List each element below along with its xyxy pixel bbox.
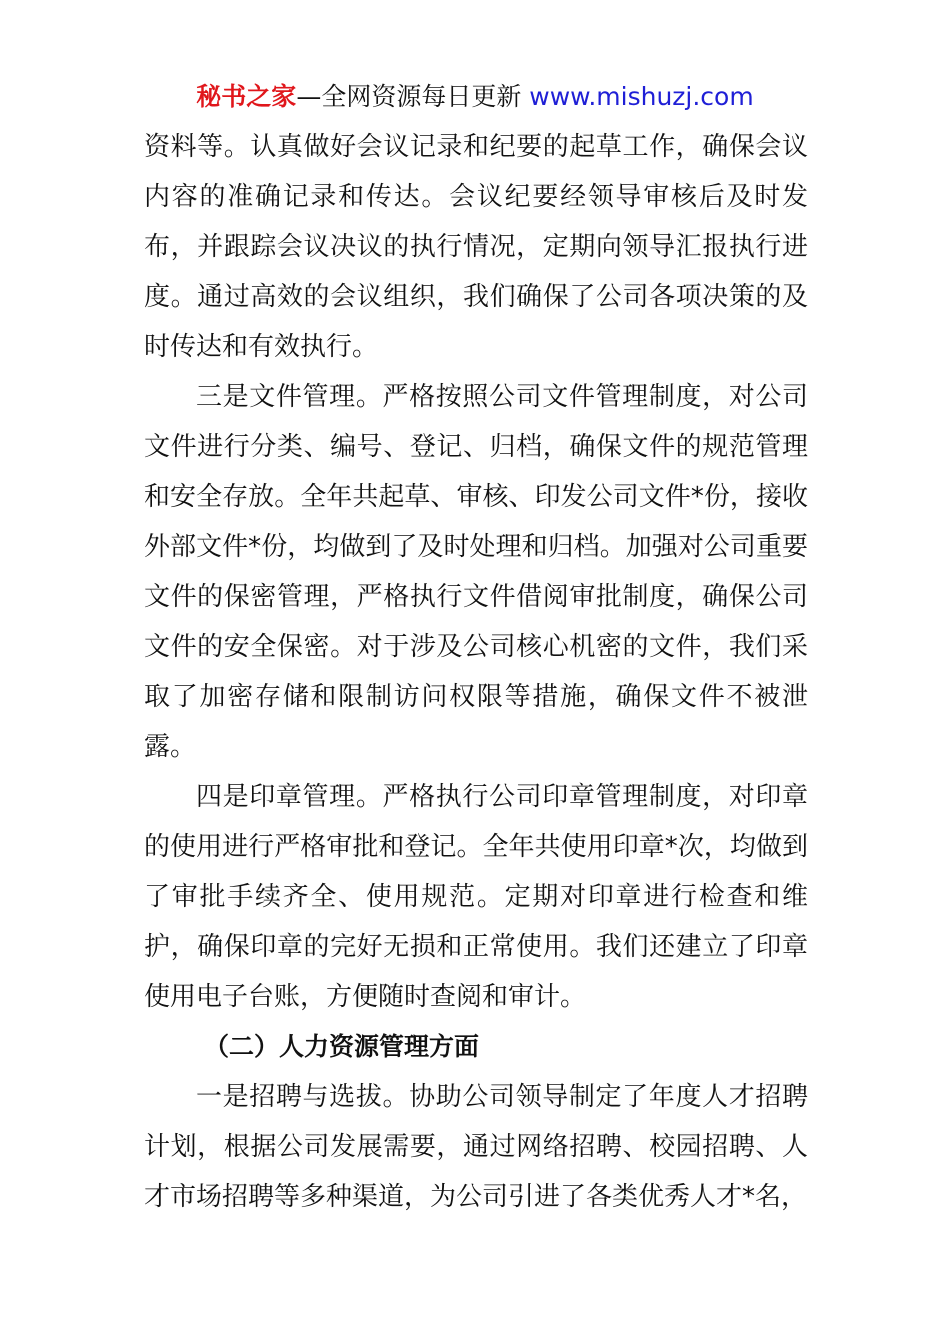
brand-name: 秘书之家 xyxy=(196,82,297,111)
site-url: www.mishuzj.com xyxy=(529,82,754,111)
paragraph-meeting-continued: 资料等。认真做好会议记录和纪要的起草工作，确保会议内容的准确记录和传达。会议纪要经领导审核后及时发布，并跟踪会议决议的执行情况，定期向领导汇报执行进度。通过高效的会议组织，我们确保了公司各项决策的及时传达和有效执行。 xyxy=(144,132,808,362)
section-heading-hr: （二）人力资源管理方面 xyxy=(204,1032,480,1061)
header-slogan: —全网资源每日更新 xyxy=(296,82,522,111)
paragraph-document-management: 三是文件管理。严格按照公司文件管理制度，对公司文件进行分类、编号、登记、归档，确保文件的规范管理和安全存放。全年共起草、审核、印发公司文件*份，接收外部文件*份，均做到了及时处理和归档。加强对公司重要文件的保密管理，严格执行文件借阅审批制度，确保公司文件的安全保密。对于涉及公司核心机密的文件，我们采取了加密存储和限制访问权限等措施，确保文件不被泄露。 xyxy=(144,382,808,762)
page-header xyxy=(0,80,950,114)
paragraph-seal-management: 四是印章管理。严格执行公司印章管理制度，对印章的使用进行严格审批和登记。全年共使用印章*次，均做到了审批手续齐全、使用规范。定期对印章进行检查和维护，确保印章的完好无损和正常使用。我们还建立了印章使用电子台账，方便随时查阅和审计。 xyxy=(144,782,808,1012)
document-body xyxy=(144,122,808,1222)
paragraph-recruitment: 一是招聘与选拔。协助公司领导制定了年度人才招聘计划，根据公司发展需要，通过网络招聘、校园招聘、人才市场招聘等多种渠道，为公司引进了各类优秀人才*名， xyxy=(144,1082,808,1212)
